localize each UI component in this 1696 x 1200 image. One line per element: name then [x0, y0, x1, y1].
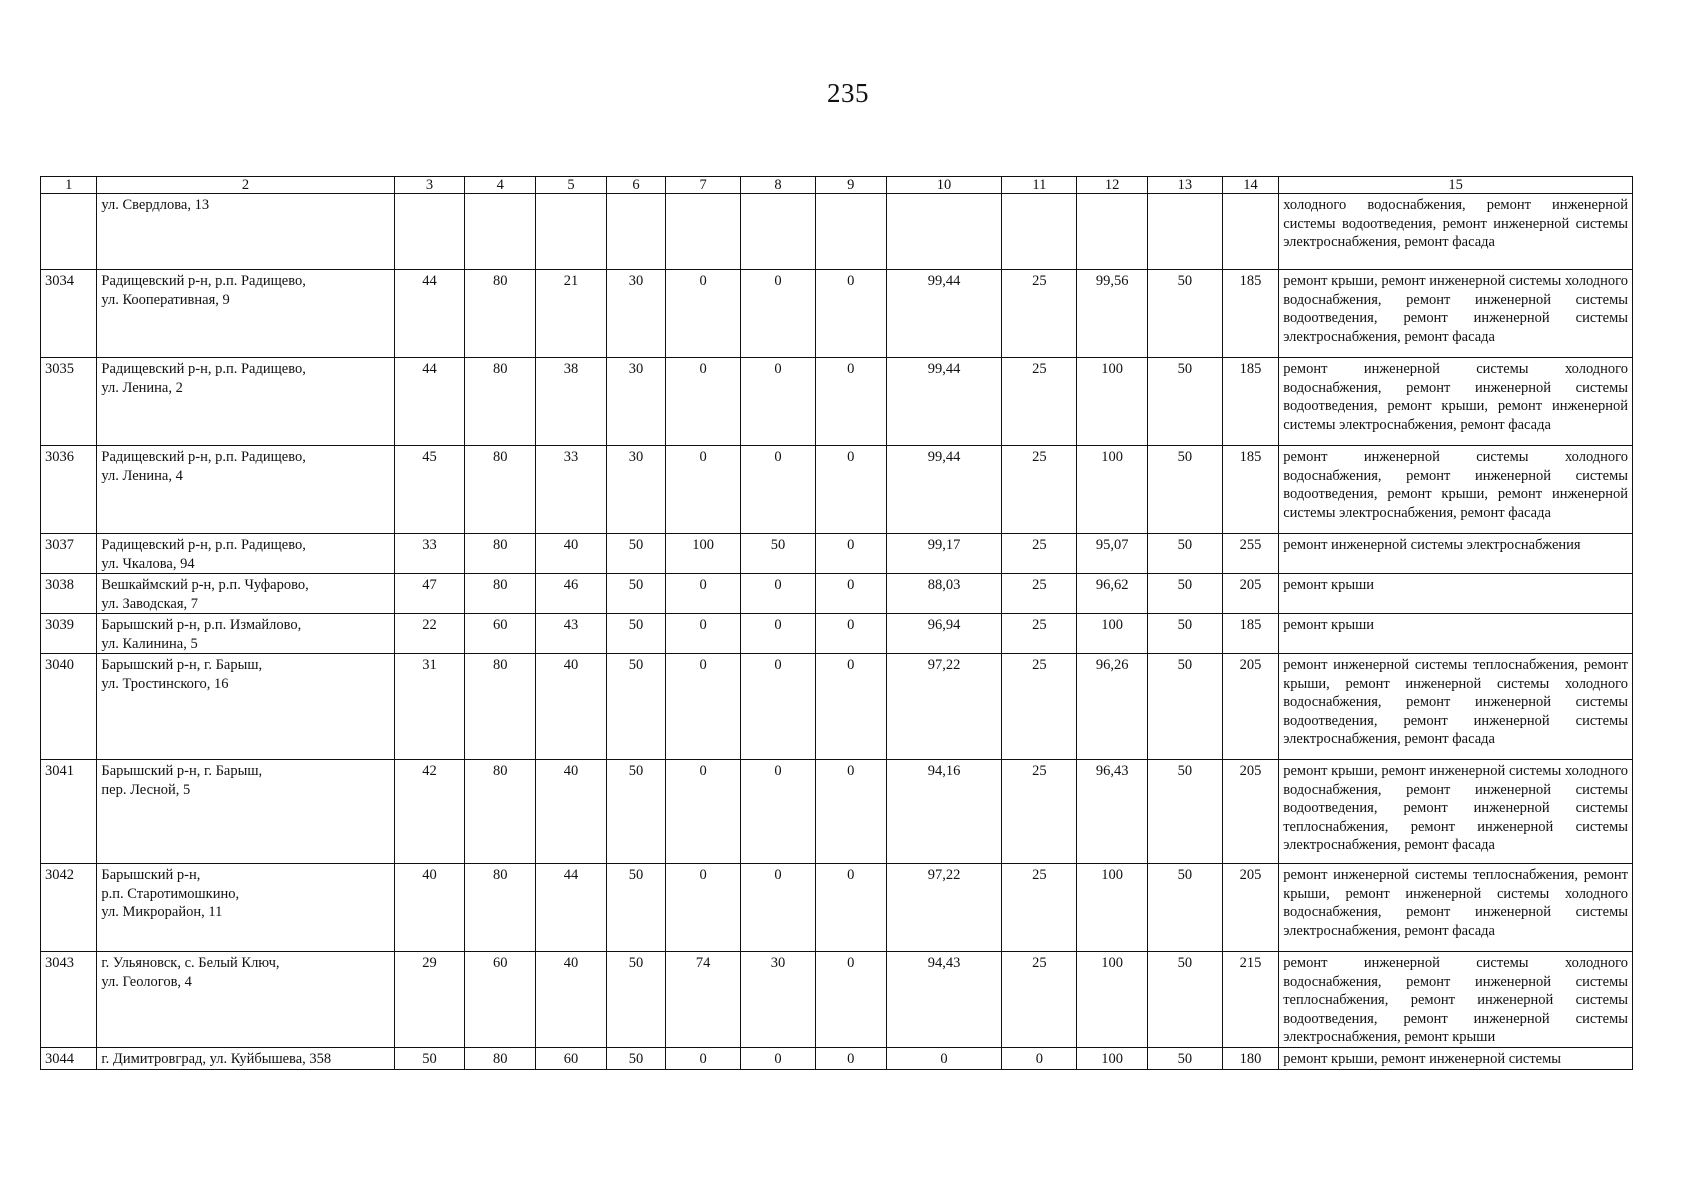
column-header-3: 3 [394, 177, 465, 194]
address-line: ул. Ленина, 2 [101, 379, 183, 396]
row-number-cell: 3035 [41, 358, 97, 446]
row-number-cell: 3042 [41, 864, 97, 952]
value-cell-11: 25 [1002, 270, 1077, 358]
column-header-2: 2 [97, 177, 394, 194]
table-row [41, 194, 1633, 270]
table-row [41, 446, 1633, 534]
value-cell-13: 50 [1148, 864, 1223, 952]
table-row [41, 614, 1633, 654]
value-cell-11: 25 [1002, 358, 1077, 446]
value-cell-5: 40 [536, 760, 607, 864]
value-cell-10: 99,44 [886, 358, 1002, 446]
value-cell-10: 96,94 [886, 614, 1002, 654]
works-description-cell: ремонт крыши, ремонт инженерной системы холодного водоснабжения, ремонт инженерной системы водоотведения, ремонт инженерной системы электроснабжения, ремонт фасада [1279, 270, 1633, 358]
value-cell-3 [394, 194, 465, 270]
value-cell-6: 30 [606, 358, 665, 446]
address-line: ул. Микрорайон, 11 [101, 904, 223, 920]
value-cell-8: 0 [741, 446, 816, 534]
value-cell-14: 205 [1222, 864, 1278, 952]
address-line: Вешкаймский р-н, р.п. Чуфарово, [101, 577, 309, 593]
works-description-cell: ремонт крыши [1279, 574, 1633, 614]
value-cell-11: 25 [1002, 864, 1077, 952]
value-cell-7: 0 [666, 446, 741, 534]
column-header-10: 10 [886, 177, 1002, 194]
value-cell-5: 33 [536, 446, 607, 534]
value-cell-6: 30 [606, 270, 665, 358]
value-cell-9: 0 [815, 1047, 886, 1069]
column-header-15: 15 [1279, 177, 1633, 194]
address-line: Радищевский р-н, р.п. Радищево, [101, 273, 306, 289]
value-cell-14: 205 [1222, 574, 1278, 614]
value-cell-4: 80 [465, 358, 536, 446]
address-line: Радищевский р-н, р.п. Радищево, [101, 361, 306, 377]
row-number-cell: 3038 [41, 574, 97, 614]
value-cell-14 [1222, 194, 1278, 270]
value-cell-6: 50 [606, 864, 665, 952]
row-number-cell: 3040 [41, 654, 97, 760]
value-cell-5: 44 [536, 864, 607, 952]
value-cell-11: 25 [1002, 446, 1077, 534]
value-cell-13: 50 [1148, 574, 1223, 614]
table-row [41, 654, 1633, 760]
value-cell-9: 0 [815, 270, 886, 358]
value-cell-11: 25 [1002, 614, 1077, 654]
address-line: г. Димитровград, ул. Куйбышева, 358 [101, 1050, 332, 1067]
value-cell-8: 30 [741, 952, 816, 1048]
value-cell-10: 99,17 [886, 534, 1002, 574]
address-cell [97, 864, 394, 952]
value-cell-6 [606, 194, 665, 270]
address-line: ул. Ленина, 4 [101, 467, 183, 484]
address-line: Радищевский р-н, р.п. Радищево, [101, 537, 306, 553]
table-row [41, 864, 1633, 952]
address-line: Барышский р-н, г. Барыш, [101, 763, 263, 779]
value-cell-12: 100 [1077, 864, 1148, 952]
value-cell-5: 43 [536, 614, 607, 654]
value-cell-5: 40 [536, 952, 607, 1048]
column-header-6: 6 [606, 177, 665, 194]
address-line: пер. Лесной, 5 [101, 781, 191, 798]
value-cell-5: 40 [536, 654, 607, 760]
value-cell-12: 100 [1077, 358, 1148, 446]
address-line: ул. Чкалова, 94 [101, 555, 195, 572]
value-cell-12: 95,07 [1077, 534, 1148, 574]
value-cell-11: 25 [1002, 534, 1077, 574]
value-cell-9: 0 [815, 534, 886, 574]
column-header-5: 5 [536, 177, 607, 194]
address-line: Радищевский р-н, р.п. Радищево, [101, 449, 306, 465]
table-row [41, 534, 1633, 574]
table-row [41, 952, 1633, 1048]
registry-table [40, 176, 1633, 1070]
value-cell-7: 0 [666, 270, 741, 358]
value-cell-12: 96,43 [1077, 760, 1148, 864]
value-cell-8: 0 [741, 614, 816, 654]
value-cell-7: 100 [666, 534, 741, 574]
value-cell-4 [465, 194, 536, 270]
value-cell-13: 50 [1148, 446, 1223, 534]
value-cell-13: 50 [1148, 760, 1223, 864]
row-number-cell: 3041 [41, 760, 97, 864]
address-cell [97, 446, 394, 534]
value-cell-9: 0 [815, 614, 886, 654]
value-cell-9 [815, 194, 886, 270]
works-description-cell: ремонт инженерной системы электроснабжения [1279, 534, 1633, 574]
value-cell-4: 80 [465, 1047, 536, 1069]
works-description-cell: холодного водоснабжения, ремонт инженерной системы водоотведения, ремонт инженерной системы электроснабжения, ремонт фасада [1279, 194, 1633, 270]
value-cell-4: 60 [465, 952, 536, 1048]
address-cell [97, 270, 394, 358]
value-cell-12: 100 [1077, 1047, 1148, 1069]
address-line: Барышский р-н, г. Барыш, [101, 657, 263, 673]
works-description-cell: ремонт инженерной системы холодного водоснабжения, ремонт инженерной системы водоотведения, ремонт крыши, ремонт инженерной системы электроснабжения, ремонт фасада [1279, 446, 1633, 534]
value-cell-3: 44 [394, 358, 465, 446]
value-cell-3: 29 [394, 952, 465, 1048]
value-cell-6: 30 [606, 446, 665, 534]
column-header-9: 9 [815, 177, 886, 194]
column-header-14: 14 [1222, 177, 1278, 194]
works-description-cell: ремонт инженерной системы холодного водоснабжения, ремонт инженерной системы водоотведения, ремонт крыши, ремонт инженерной системы электроснабжения, ремонт фасада [1279, 358, 1633, 446]
address-line: ул. Тростинского, 16 [101, 675, 229, 692]
address-line: ул. Калинина, 5 [101, 635, 198, 652]
table-row [41, 358, 1633, 446]
value-cell-9: 0 [815, 446, 886, 534]
value-cell-7: 0 [666, 1047, 741, 1069]
value-cell-14: 185 [1222, 358, 1278, 446]
value-cell-8 [741, 194, 816, 270]
row-number-cell: 3039 [41, 614, 97, 654]
value-cell-14: 255 [1222, 534, 1278, 574]
value-cell-14: 185 [1222, 446, 1278, 534]
value-cell-11: 25 [1002, 574, 1077, 614]
value-cell-7: 0 [666, 760, 741, 864]
works-description-cell: ремонт инженерной системы теплоснабжения, ремонт крыши, ремонт инженерной системы холодного водоснабжения, ремонт инженерной системы водоотведения, ремонт инженерной системы электроснабжения, ремонт фасада [1279, 654, 1633, 760]
row-number-cell: 3036 [41, 446, 97, 534]
value-cell-7: 74 [666, 952, 741, 1048]
row-number-cell: 3044 [41, 1047, 97, 1069]
value-cell-10: 94,16 [886, 760, 1002, 864]
works-description-cell: ремонт инженерной системы теплоснабжения, ремонт крыши, ремонт инженерной системы холодного водоснабжения, ремонт инженерной системы электроснабжения, ремонт фасада [1279, 864, 1633, 952]
value-cell-6: 50 [606, 760, 665, 864]
value-cell-11: 25 [1002, 952, 1077, 1048]
value-cell-13: 50 [1148, 1047, 1223, 1069]
value-cell-3: 22 [394, 614, 465, 654]
value-cell-4: 80 [465, 574, 536, 614]
value-cell-6: 50 [606, 574, 665, 614]
address-line: ул. Геологов, 4 [101, 973, 192, 990]
address-cell [97, 358, 394, 446]
value-cell-13: 50 [1148, 952, 1223, 1048]
works-description-cell: ремонт крыши, ремонт инженерной системы холодного водоснабжения, ремонт инженерной системы водоотведения, ремонт инженерной системы теплоснабжения, ремонт инженерной системы электроснабжения, ремонт фасада [1279, 760, 1633, 864]
address-cell [97, 1047, 394, 1069]
value-cell-3: 44 [394, 270, 465, 358]
address-line: Барышский р-н, [101, 867, 201, 883]
value-cell-12: 100 [1077, 446, 1148, 534]
value-cell-6: 50 [606, 614, 665, 654]
value-cell-10 [886, 194, 1002, 270]
works-description-cell: ремонт крыши, ремонт инженерной системы [1279, 1047, 1633, 1069]
value-cell-8: 0 [741, 358, 816, 446]
address-line: Барышский р-н, р.п. Измайлово, [101, 617, 302, 633]
value-cell-12: 96,62 [1077, 574, 1148, 614]
value-cell-8: 0 [741, 1047, 816, 1069]
value-cell-9: 0 [815, 864, 886, 952]
value-cell-9: 0 [815, 654, 886, 760]
value-cell-13: 50 [1148, 358, 1223, 446]
value-cell-11: 25 [1002, 760, 1077, 864]
value-cell-11: 0 [1002, 1047, 1077, 1069]
column-header-4: 4 [465, 177, 536, 194]
works-description-cell: ремонт инженерной системы холодного водоснабжения, ремонт инженерной системы теплоснабжения, ремонт инженерной системы водоотведения, ремонт инженерной системы электроснабжения, ремонт крыши [1279, 952, 1633, 1048]
value-cell-4: 80 [465, 446, 536, 534]
value-cell-14: 205 [1222, 654, 1278, 760]
address-cell [97, 760, 394, 864]
address-line: ул. Свердлова, 13 [101, 197, 210, 213]
value-cell-4: 80 [465, 270, 536, 358]
row-number-cell [41, 194, 97, 270]
value-cell-12: 99,56 [1077, 270, 1148, 358]
address-line: г. Ульяновск, с. Белый Ключ, [101, 955, 280, 971]
address-cell [97, 194, 394, 270]
address-cell [97, 574, 394, 614]
value-cell-10: 99,44 [886, 270, 1002, 358]
value-cell-13: 50 [1148, 614, 1223, 654]
value-cell-9: 0 [815, 952, 886, 1048]
value-cell-8: 0 [741, 270, 816, 358]
value-cell-3: 31 [394, 654, 465, 760]
value-cell-7: 0 [666, 614, 741, 654]
table-row [41, 270, 1633, 358]
address-cell [97, 952, 394, 1048]
address-line: ул. Заводская, 7 [101, 595, 198, 612]
value-cell-13: 50 [1148, 270, 1223, 358]
table-row [41, 760, 1633, 864]
value-cell-9: 0 [815, 760, 886, 864]
value-cell-10: 97,22 [886, 654, 1002, 760]
value-cell-6: 50 [606, 534, 665, 574]
value-cell-4: 80 [465, 534, 536, 574]
row-number-cell: 3037 [41, 534, 97, 574]
value-cell-7 [666, 194, 741, 270]
value-cell-12 [1077, 194, 1148, 270]
value-cell-10: 94,43 [886, 952, 1002, 1048]
address-cell [97, 654, 394, 760]
value-cell-11 [1002, 194, 1077, 270]
value-cell-8: 0 [741, 864, 816, 952]
column-header-7: 7 [666, 177, 741, 194]
value-cell-9: 0 [815, 358, 886, 446]
value-cell-5: 38 [536, 358, 607, 446]
address-line: р.п. Старотимошкино, [101, 885, 240, 902]
value-cell-10: 0 [886, 1047, 1002, 1069]
value-cell-3: 47 [394, 574, 465, 614]
value-cell-4: 80 [465, 760, 536, 864]
value-cell-8: 0 [741, 574, 816, 614]
value-cell-13: 50 [1148, 654, 1223, 760]
value-cell-7: 0 [666, 358, 741, 446]
page-number: 235 [827, 78, 869, 108]
value-cell-11: 25 [1002, 654, 1077, 760]
value-cell-3: 50 [394, 1047, 465, 1069]
value-cell-8: 50 [741, 534, 816, 574]
value-cell-6: 50 [606, 952, 665, 1048]
value-cell-4: 80 [465, 654, 536, 760]
address-cell [97, 534, 394, 574]
column-header-12: 12 [1077, 177, 1148, 194]
value-cell-14: 185 [1222, 270, 1278, 358]
value-cell-12: 100 [1077, 614, 1148, 654]
value-cell-8: 0 [741, 654, 816, 760]
value-cell-12: 96,26 [1077, 654, 1148, 760]
value-cell-8: 0 [741, 760, 816, 864]
column-header-1: 1 [41, 177, 97, 194]
value-cell-3: 42 [394, 760, 465, 864]
value-cell-5: 40 [536, 534, 607, 574]
value-cell-5: 21 [536, 270, 607, 358]
column-number-header-row [41, 177, 1633, 194]
address-cell [97, 614, 394, 654]
value-cell-10: 97,22 [886, 864, 1002, 952]
value-cell-4: 80 [465, 864, 536, 952]
value-cell-3: 33 [394, 534, 465, 574]
value-cell-6: 50 [606, 1047, 665, 1069]
address-line: ул. Кооперативная, 9 [101, 291, 230, 308]
value-cell-14: 205 [1222, 760, 1278, 864]
value-cell-9: 0 [815, 574, 886, 614]
value-cell-7: 0 [666, 574, 741, 614]
value-cell-7: 0 [666, 864, 741, 952]
value-cell-3: 45 [394, 446, 465, 534]
value-cell-10: 88,03 [886, 574, 1002, 614]
table-row [41, 1047, 1633, 1069]
column-header-11: 11 [1002, 177, 1077, 194]
value-cell-3: 40 [394, 864, 465, 952]
table-row [41, 574, 1633, 614]
value-cell-14: 185 [1222, 614, 1278, 654]
value-cell-5: 60 [536, 1047, 607, 1069]
value-cell-13: 50 [1148, 534, 1223, 574]
value-cell-12: 100 [1077, 952, 1148, 1048]
row-number-cell: 3043 [41, 952, 97, 1048]
column-header-13: 13 [1148, 177, 1223, 194]
value-cell-7: 0 [666, 654, 741, 760]
value-cell-4: 60 [465, 614, 536, 654]
column-header-8: 8 [741, 177, 816, 194]
value-cell-10: 99,44 [886, 446, 1002, 534]
value-cell-14: 180 [1222, 1047, 1278, 1069]
value-cell-5: 46 [536, 574, 607, 614]
works-description-cell: ремонт крыши [1279, 614, 1633, 654]
value-cell-5 [536, 194, 607, 270]
value-cell-14: 215 [1222, 952, 1278, 1048]
value-cell-6: 50 [606, 654, 665, 760]
row-number-cell: 3034 [41, 270, 97, 358]
value-cell-13 [1148, 194, 1223, 270]
